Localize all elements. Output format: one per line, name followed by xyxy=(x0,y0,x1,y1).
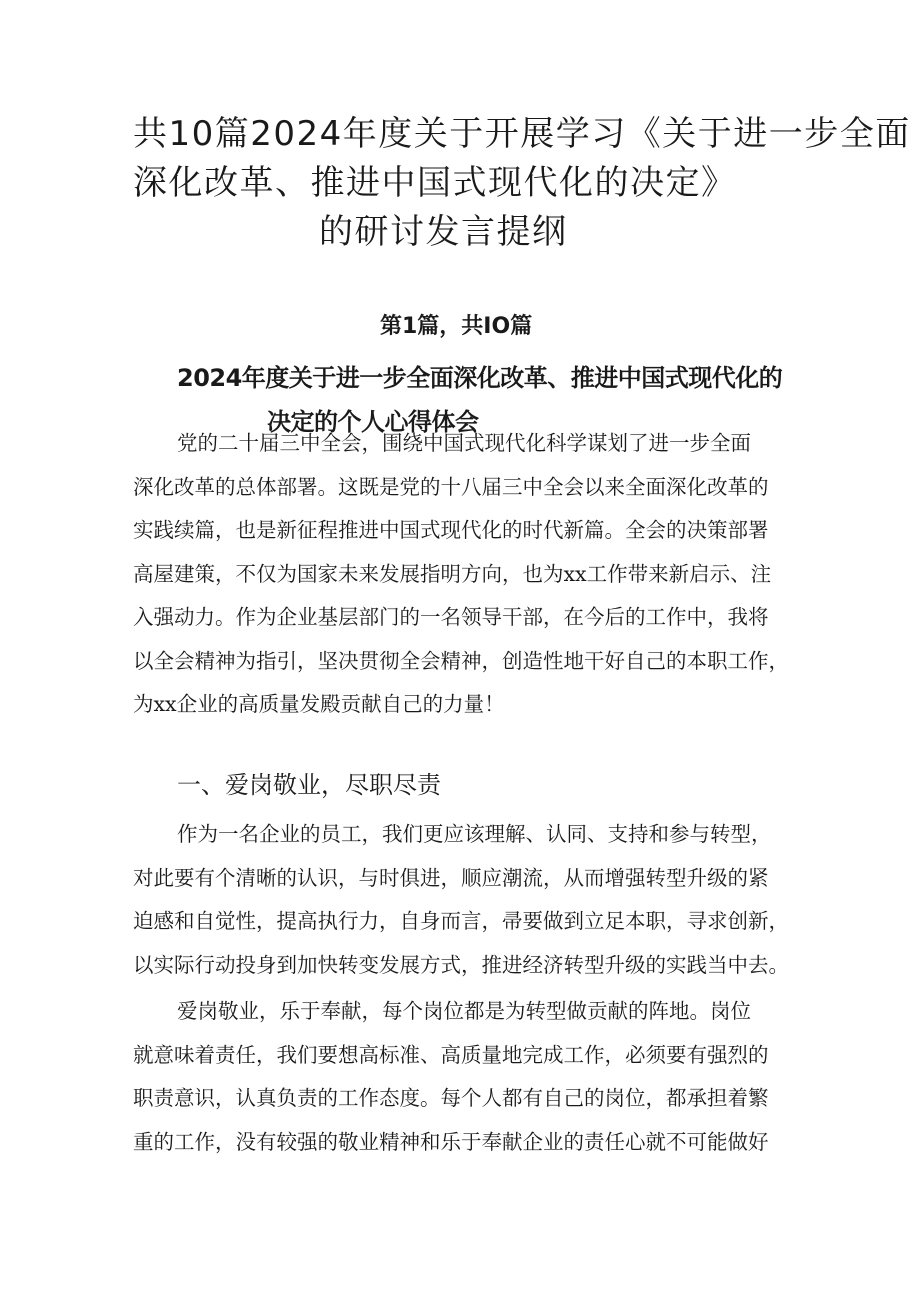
paragraph-line: 就意味着责任，我们要想高标准、高质量地完成工作，必须要有强烈的 xyxy=(133,1042,769,1067)
title-line: 共10篇2024年度关于开展学习《关于进一步全面 xyxy=(133,114,911,154)
paragraph-line: 对此要有个清晰的认识，与时俱进，顺应潮流，从而增强转型升级的紧 xyxy=(133,865,769,890)
paragraph-line: 职责意识，认真负责的工作态度。每个人都有自己的岗位，都承担着繁 xyxy=(133,1086,769,1110)
title-line: 的研讨发言提纲 xyxy=(319,212,568,252)
paragraph-line: 为xx企业的高质量发殿贡献自己的力量！ xyxy=(133,692,505,716)
section-title-line: 决定的个人心得体会 xyxy=(267,408,479,436)
title-line: 深化改革、推进中国式现代化的决定》 xyxy=(133,163,737,203)
paragraph-two xyxy=(133,813,803,987)
heading-one: 一、爱岗敬业，尽职尽责 xyxy=(177,771,441,799)
part-label: 第1篇，共IO篇 xyxy=(380,314,533,339)
paragraph-line: 以实际行动投身到加快转变发展方式，推进经济转型升级的实践当中去。 xyxy=(133,952,789,977)
paragraph-line: 入强动力。作为企业基层部门的一名领导干部，在今后的工作中，我将 xyxy=(133,605,769,629)
paragraph-line: 爱岗敬业，乐于奉献，每个岗位都是为转型做贡献的阵地。岗位 xyxy=(177,999,751,1023)
paragraph-three xyxy=(133,990,803,1164)
paragraph-line: 党的二十届三中全会，围绕中国式现代化科学谋划了进一步全面 xyxy=(177,431,751,455)
paragraph-line: 以全会精神为指引，坚决贯彻全会精神，创造性地干好自己的本职工作， xyxy=(133,648,789,673)
paragraph-line: 迫感和自觉性，提高执行力，自身而言，帚要做到立足本职，寻求创新， xyxy=(133,909,789,933)
paragraph-line: 高屋建策，不仅为国家未来发展指明方向，也为xx工作带来新启示、注 xyxy=(133,561,772,586)
paragraph-line: 重的工作，没有较强的敬业精神和乐于奉献企业的责任心就不可能做好 xyxy=(133,1129,769,1154)
document-title xyxy=(133,110,911,257)
paragraph-line: 深化改革的总体部署。这既是党的十八届三中全会以来全面深化改革的 xyxy=(133,474,769,499)
paragraph-line: 实践续篇，也是新征程推进中国式现代化的时代新篇。全会的决策部署 xyxy=(133,518,769,542)
section-title-line: 2024年度关于进一步全面深化改革、推进中国式现代化的 xyxy=(177,364,783,392)
paragraph-intro xyxy=(133,422,803,727)
paragraph-line: 作为一名企业的员工，我们更应该理解、认同、支持和参与转型， xyxy=(177,822,772,846)
